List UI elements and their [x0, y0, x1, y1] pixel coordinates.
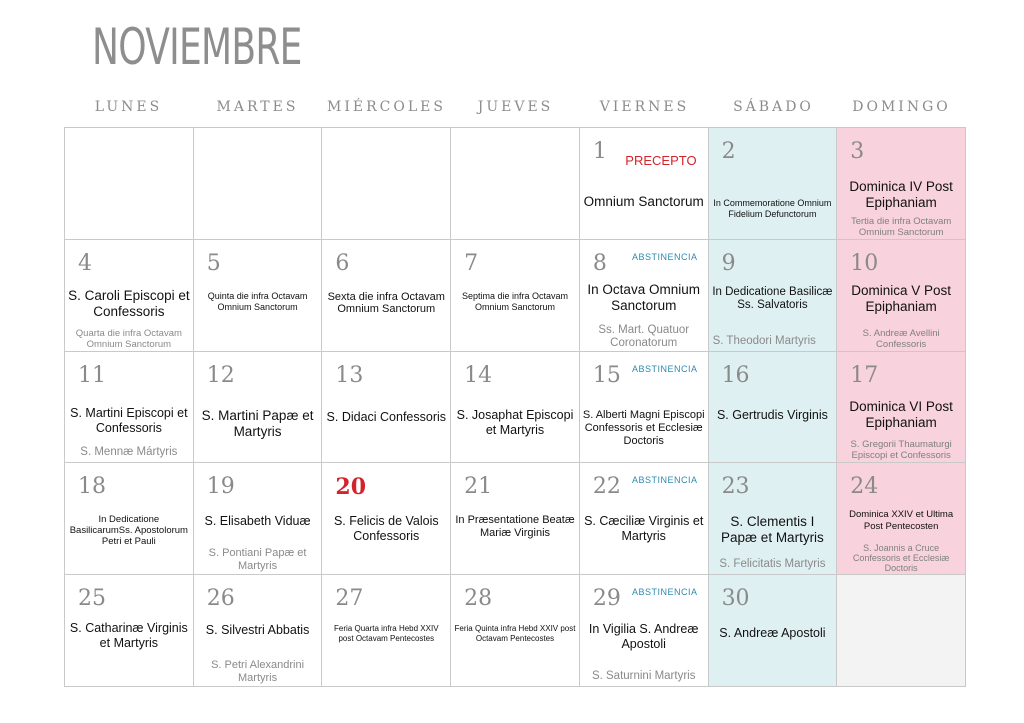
empty-cell [837, 575, 966, 687]
day-cell-23[interactable] [709, 463, 838, 575]
feast-sub: S. Saturnini Martyris [591, 670, 696, 682]
feast-main: S. Silvestri Abbatis [205, 623, 310, 638]
day-cell-26[interactable] [194, 575, 323, 687]
feast-main: S. Gertrudis Virginis [716, 407, 828, 422]
day-number: 23 [721, 474, 750, 500]
feast-sub: S. Theodori Martyris [712, 334, 816, 347]
feast-main: In Octava Omnium Sanctorum [587, 281, 700, 313]
day-number: 7 [464, 250, 479, 276]
day-number: 20 [335, 474, 367, 501]
weekday-miercoles: MIÉRCOLES [327, 99, 446, 115]
day-cell-21[interactable] [451, 463, 580, 575]
day-number: 5 [206, 250, 221, 276]
feast-main: S. Didaci Confessoris [326, 409, 447, 424]
feast-main: In Dedicatione BasilicarumSs. Apostolorum Petri et Pauli [69, 514, 188, 548]
precepto-tag: PRECEPTO [625, 153, 697, 168]
weekday-martes: MARTES [216, 99, 299, 115]
feast-main: S. Caroli Episcopi et Confessoris [68, 287, 190, 319]
abstinencia-tag: ABSTINENCIA [632, 475, 698, 486]
month-title: NOVIEMBRE [92, 18, 302, 76]
empty-cell [65, 128, 194, 240]
weekday-domingo: DOMINGO [852, 99, 951, 115]
feast-main: Dominica V Post Epiphaniam [851, 282, 952, 314]
day-number: 3 [850, 139, 865, 164]
day-cell-14[interactable] [451, 352, 580, 464]
weekday-sabado: SÁBADO [733, 99, 814, 115]
feast-main: Sexta die infra Octavam Omnium Sanctorum [327, 290, 445, 315]
feast-main: S. Josaphat Episcopi et Martyris [456, 407, 574, 437]
day-cell-1[interactable] [580, 128, 709, 240]
day-number: 27 [335, 586, 364, 612]
day-cell-3[interactable] [837, 128, 966, 240]
day-cell-8[interactable] [580, 240, 709, 352]
day-cell-15[interactable] [580, 352, 709, 464]
day-cell-18[interactable] [65, 463, 194, 575]
day-number: 8 [592, 250, 607, 276]
day-number: 1 [592, 139, 607, 164]
day-cell-5[interactable] [194, 240, 323, 352]
day-cell-10[interactable] [837, 240, 966, 352]
day-number: 28 [464, 586, 493, 612]
feast-main: Dominica IV Post Epiphaniam [849, 179, 953, 210]
weekday-viernes: VIERNES [599, 99, 690, 115]
day-number: 15 [592, 362, 621, 388]
feast-main: Dominica XXIV et Ultima Post Pentecosten [849, 509, 954, 533]
feast-main: S. Martini Episcopi et Confessoris [70, 405, 188, 435]
day-number: 16 [721, 362, 750, 388]
day-number: 12 [206, 362, 235, 388]
feast-main: In Dedicatione Basilicæ Ss. Salvatoris [712, 285, 833, 311]
day-cell-28[interactable] [451, 575, 580, 687]
feast-main: Omnium Sanctorum [583, 194, 704, 209]
feast-main: S. Cæciliæ Virginis et Martyris [584, 514, 704, 544]
day-number: 29 [592, 586, 621, 612]
feast-sub: S. Gregorii Thaumaturgi Episcopi et Confessoris [850, 439, 952, 462]
day-number: 9 [721, 250, 736, 276]
feast-main: S. Andreæ Apostoli [719, 626, 826, 641]
day-cell-6[interactable] [322, 240, 451, 352]
day-cell-13[interactable] [322, 352, 451, 464]
abstinencia-tag: ABSTINENCIA [632, 363, 698, 374]
day-cell-17[interactable] [837, 352, 966, 464]
day-number: 14 [464, 362, 493, 388]
feast-main: S. Alberti Magni Episcopi Confessoris et Ecclesiæ Doctoris [582, 408, 705, 447]
calendar-grid [64, 127, 966, 687]
feast-sub: S. Petri Alexandrini Martyris [211, 659, 305, 684]
day-number: 4 [78, 250, 92, 276]
day-number: 2 [721, 139, 736, 164]
weekday-jueves: JUEVES [477, 99, 554, 115]
feast-main: In Præsentatione Beatæ Mariæ Virginis [455, 514, 575, 540]
day-cell-25[interactable] [65, 575, 194, 687]
day-number: 13 [335, 362, 364, 388]
feast-main: Septima die infra Octavam Omnium Sanctorum [461, 290, 569, 312]
day-number: 17 [850, 362, 879, 388]
empty-cell [451, 128, 580, 240]
day-cell-11[interactable] [65, 352, 194, 464]
day-number: 25 [78, 586, 106, 612]
day-number: 30 [721, 586, 750, 612]
feast-sub: Tertia die infra Octavam Omnium Sanctorum [850, 215, 952, 238]
feast-main: In Vigilia S. Andreæ Apostoli [588, 622, 699, 652]
day-number: 19 [206, 474, 235, 500]
feast-main: S. Martini Papæ et Martyris [201, 407, 314, 439]
feast-sub: Ss. Mart. Quatuor Coronatorum [598, 323, 690, 349]
day-number: 22 [592, 474, 621, 500]
day-number: 24 [850, 474, 879, 500]
day-cell-2[interactable] [709, 128, 838, 240]
day-cell-7[interactable] [451, 240, 580, 352]
feast-main: S. Catharinæ Virginis et Martyris [69, 621, 188, 651]
day-cell-29[interactable] [580, 575, 709, 687]
day-cell-27[interactable] [322, 575, 451, 687]
feast-main: Feria Quarta infra Hebd XXIV post Octavam Pentecostes [334, 624, 439, 644]
day-cell-22[interactable] [580, 463, 709, 575]
day-number: 11 [78, 362, 106, 388]
feast-main: S. Felicis de Valois Confessoris [333, 514, 439, 544]
day-number: 26 [206, 586, 235, 612]
feast-main: Feria Quinta infra Hebd XXIV post Octavam Pentecostes [454, 624, 576, 644]
day-number: 6 [335, 250, 350, 276]
day-number: 10 [850, 250, 879, 276]
feast-main: Quinta die infra Octavam Omnium Sanctorum [207, 290, 308, 312]
feast-sub: S. Andreæ Avellini Confessoris [862, 327, 940, 350]
weekday-lunes: LUNES [94, 99, 163, 115]
feast-sub: S. Felicitatis Martyris [719, 558, 826, 571]
feast-main: S. Elisabeth Viduæ [204, 514, 311, 529]
feast-sub: S. Joannis a Cruce Confessoris et Ecclesiæ Doctoris [852, 543, 950, 574]
abstinencia-tag: ABSTINENCIA [632, 587, 698, 598]
feast-sub: S. Pontiani Papæ et Martyris [208, 547, 307, 573]
feast-sub: S. Mennæ Mártyris [80, 446, 178, 459]
day-cell-4[interactable] [65, 240, 194, 352]
day-cell-9[interactable] [709, 240, 838, 352]
day-number: 18 [78, 474, 106, 500]
day-cell-24[interactable] [837, 463, 966, 575]
empty-cell [322, 128, 451, 240]
abstinencia-tag: ABSTINENCIA [632, 251, 698, 262]
day-cell-30[interactable] [709, 575, 838, 687]
day-cell-16[interactable] [709, 352, 838, 464]
day-cell-20[interactable] [322, 463, 451, 575]
empty-cell [194, 128, 323, 240]
feast-main: S. Clementis I Papæ et Martyris [721, 514, 824, 546]
weekday-header [64, 99, 966, 119]
day-number: 21 [464, 474, 493, 500]
feast-sub: Quarta die infra Octavam Omnium Sanctorum [75, 327, 182, 350]
day-cell-19[interactable] [194, 463, 323, 575]
feast-main: In Commemoratione Omnium Fidelium Defunctorum [713, 198, 832, 219]
day-cell-12[interactable] [194, 352, 323, 464]
feast-main: Dominica VI Post Epiphaniam [849, 398, 953, 430]
